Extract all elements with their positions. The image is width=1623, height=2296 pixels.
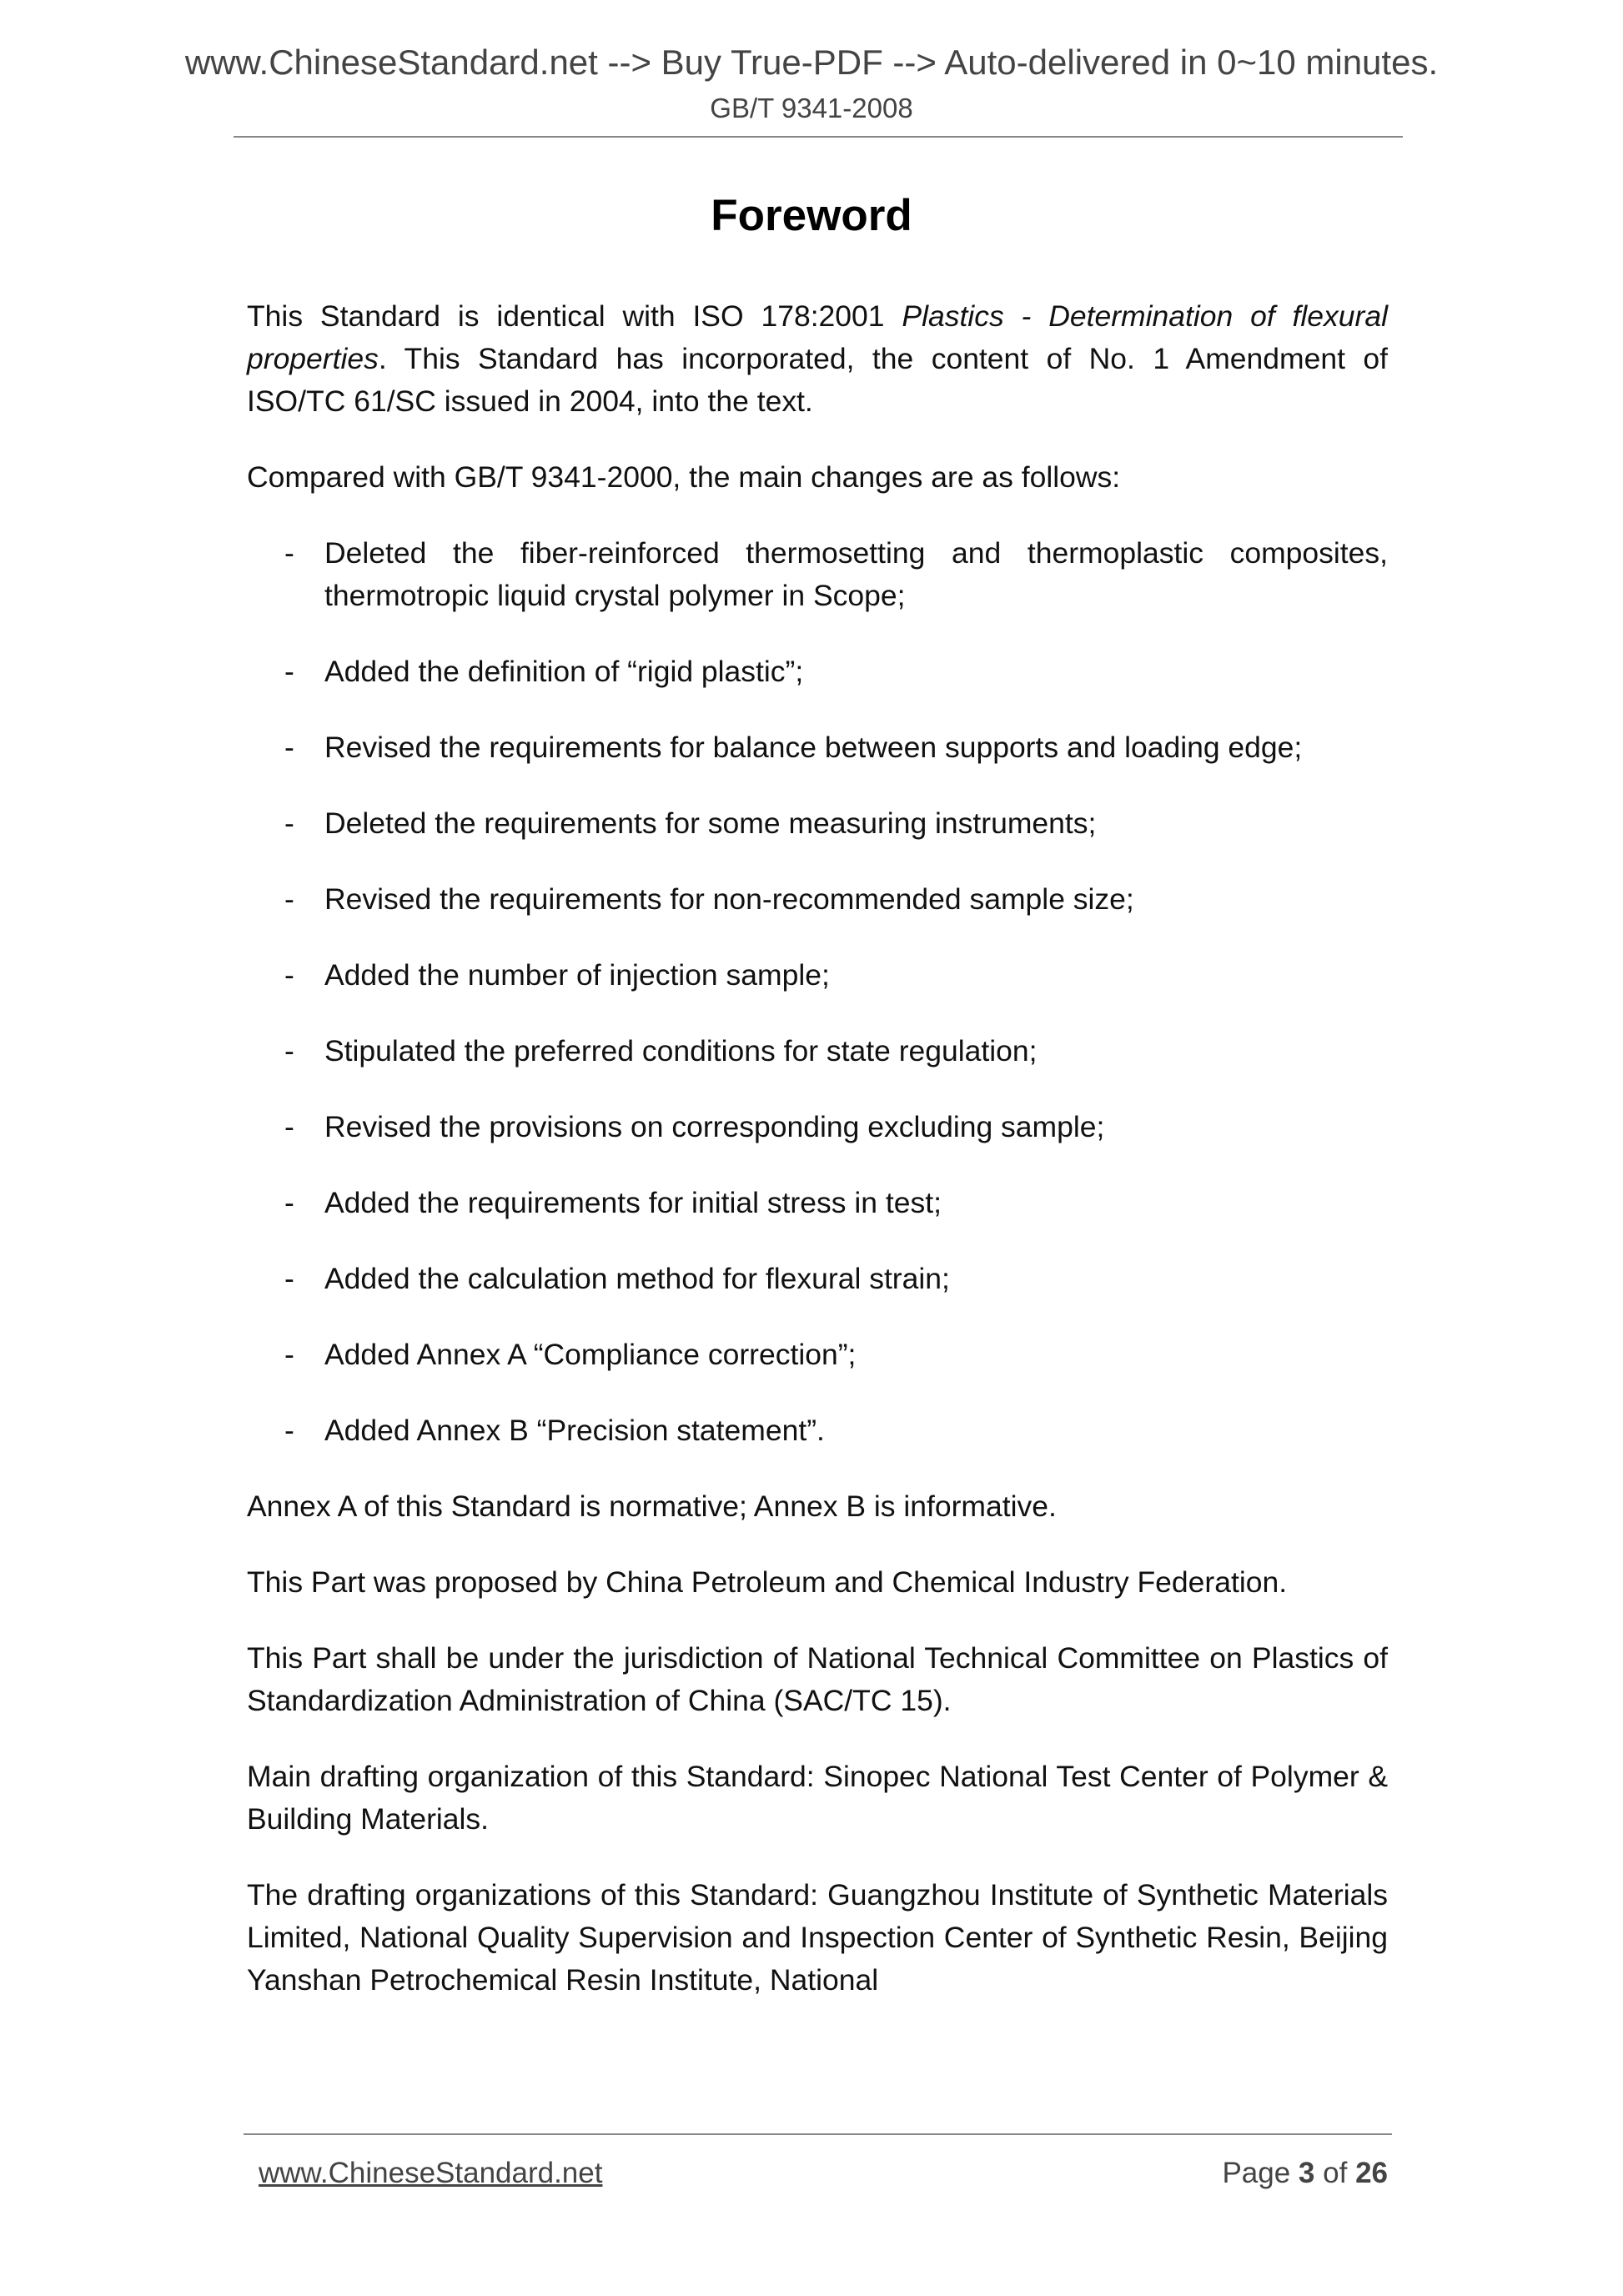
paragraph: Annex A of this Standard is normative; Annex B is informative.	[247, 1490, 1057, 1523]
iso-title: Plastics - Determination of flexural properties	[247, 299, 1388, 375]
page-number	[1222, 2157, 1388, 2190]
dash-bullet: -	[284, 958, 294, 992]
change-text: Added the calculation method for flexural strain;	[324, 1262, 950, 1295]
dash-bullet: -	[284, 536, 294, 570]
change-text: Deleted the requirements for some measuring instruments;	[324, 806, 1097, 840]
intro-text-end: . This Standard has incorporated, the content of No. 1 Amendment of ISO/TC 61/SC issued in 2004, into the text.	[247, 342, 1388, 418]
paragraph: Main drafting organization of this Standard: Sinopec National Test Center of Polymer & Building Materials.	[247, 1760, 1388, 1836]
change-item	[247, 954, 1388, 997]
paragraph: The drafting organizations of this Standard: Guangzhou Institute of Synthetic Materials Limited, National Quality Supervision and Inspection Center of Synthetic Resin, Beijing Yanshan Petrochemical Resin Institute, National	[247, 1878, 1388, 1997]
change-text: Deleted the fiber-reinforced thermosetting and thermoplastic composites, thermotropic liquid crystal polymer in Scope;	[324, 536, 1388, 612]
closing-paragraphs	[247, 1485, 1388, 2002]
change-item	[247, 726, 1388, 769]
page-title: Foreword	[711, 191, 912, 240]
change-text: Added Annex B “Precision statement”.	[324, 1414, 825, 1447]
current-page: 3	[1298, 2157, 1315, 2189]
page-label: Page	[1222, 2157, 1291, 2189]
change-item	[247, 1334, 1388, 1376]
change-text: Revised the requirements for balance between supports and loading edge;	[324, 731, 1303, 764]
change-text: Revised the provisions on corresponding excluding sample;	[324, 1110, 1105, 1143]
change-text: Added Annex A “Compliance correction”;	[324, 1338, 857, 1371]
footer-site-link[interactable]: www.ChineseStandard.net	[259, 2157, 603, 2189]
changes-list	[247, 532, 1388, 1452]
change-item	[247, 1106, 1388, 1148]
dash-bullet: -	[284, 731, 294, 764]
change-item	[247, 1258, 1388, 1300]
dash-bullet: -	[284, 1110, 294, 1143]
footer-divider	[244, 2133, 1392, 2135]
change-text: Added the requirements for initial stress in test;	[324, 1186, 942, 1219]
change-item	[247, 878, 1388, 921]
dash-bullet: -	[284, 806, 294, 840]
change-item	[247, 1182, 1388, 1224]
header-divider	[234, 136, 1403, 138]
change-text: Stipulated the preferred conditions for state regulation;	[324, 1034, 1038, 1068]
dash-bullet: -	[284, 655, 294, 688]
change-text: Revised the requirements for non-recommended sample size;	[324, 882, 1134, 916]
change-item	[247, 651, 1388, 693]
of-label: of	[1323, 2157, 1348, 2189]
dash-bullet: -	[284, 882, 294, 916]
change-text: Added the number of injection sample;	[324, 958, 830, 992]
change-item	[247, 802, 1388, 845]
document-body	[247, 295, 1388, 2035]
header-banner: www.ChineseStandard.net --> Buy True-PDF --> Auto-delivered in 0~10 minutes.	[184, 43, 1439, 82]
change-item	[247, 1409, 1388, 1452]
intro-text: This Standard is identical with ISO 178:2001	[247, 299, 902, 333]
change-item	[247, 532, 1388, 617]
dash-bullet: -	[284, 1034, 294, 1068]
dash-bullet: -	[284, 1262, 294, 1295]
intro-paragraph	[247, 295, 1388, 423]
dash-bullet: -	[284, 1414, 294, 1447]
total-pages: 26	[1355, 2157, 1388, 2189]
dash-bullet: -	[284, 1186, 294, 1219]
header-standard-code: GB/T 9341-2008	[710, 93, 913, 123]
change-text: Added the definition of “rigid plastic”;	[324, 655, 804, 688]
paragraph: This Part shall be under the jurisdiction of National Technical Committee on Plastics of Standardization Administration of China (SAC/TC 15).	[247, 1641, 1388, 1717]
dash-bullet: -	[284, 1338, 294, 1371]
paragraph: This Part was proposed by China Petroleum and Chemical Industry Federation.	[247, 1565, 1288, 1599]
changes-intro: Compared with GB/T 9341-2000, the main changes are as follows:	[247, 460, 1121, 494]
change-item	[247, 1030, 1388, 1073]
